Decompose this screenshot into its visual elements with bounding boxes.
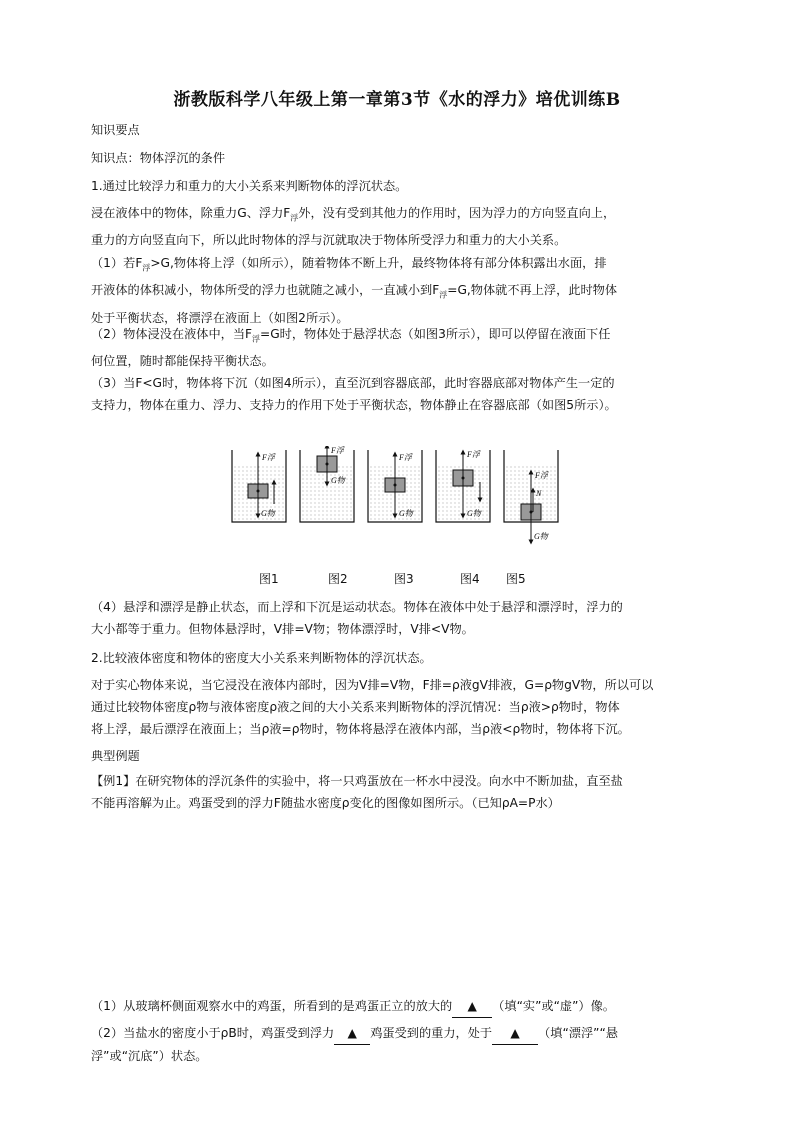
buoyancy-figures: [230, 446, 560, 546]
svg-text:F浮: F浮: [467, 450, 480, 459]
caption-fig1: 图1: [259, 572, 279, 586]
svg-text:G物: G物: [399, 509, 413, 518]
paragraph-suspend: （2）物体浸没在液体中，当$F_浮=G$时，物体处于悬浮状态（如图3所示），即可以停留在液面下任 何位置，随时都能保持平衡状态。: [91, 327, 611, 369]
paragraph-density: 对于实心物体来说，当它浸没在液体内部时，因为V排=V物，F排=ρ液gV排液，G=ρ物gV物，所以可以 通过比较物体密度ρ物与液体密度ρ液之间的大小关系来判断物体的浮沉情况：当ρ液>ρ物时，物体 将上浮，最后漂浮在液面上；当ρ液=ρ物时，物体将悬浮在液体内部，当ρ液<ρ物时，物体将下沉。: [91, 678, 654, 736]
page-title: 浙教版科学八年级上第一章第3节《水的浮力》培优训练B: [173, 90, 621, 110]
knowledge-point: 知识点：物体浮沉的条件: [91, 151, 226, 165]
svg-text:F浮: F浮: [535, 471, 548, 480]
caption-fig5: 图5: [506, 572, 526, 586]
section-knowledge: 知识要点: [91, 123, 140, 137]
answer-blank-1[interactable]: ▲: [452, 995, 492, 1018]
answer-blank-3[interactable]: ▲: [492, 1022, 538, 1045]
svg-text:F浮: F浮: [399, 453, 412, 462]
paragraph-forces: 浸在液体中的物体，除重力G、浮力$F_浮$外，没有受到其他力的作用时，因为浮力的方向竖直向上， 重力的方向竖直向下，所以此时物体的浮与沉就取决于物体所受浮力和重力的大小关系。: [91, 206, 616, 248]
answer-blank-2[interactable]: ▲: [334, 1022, 370, 1045]
figure-1: [232, 450, 286, 522]
paragraph-sink: （3）当F<G时，物体将下沉（如图4所示），直至沉到容器底部，此时容器底部对物体产生一定的 支持力，物体在重力、浮力、支持力的作用下处于平衡状态，物体静止在容器底部（如图5所示）。: [91, 376, 617, 412]
svg-text:N: N: [536, 489, 542, 498]
question-1: （1）从玻璃杯侧面观察水中的鸡蛋，所看到的是鸡蛋正立的放大的 ▲ （填“实”或“虚”）像。: [91, 995, 704, 1018]
question-2: （2）当盐水的密度小于ρB时，鸡蛋受到浮力 ▲ 鸡蛋受到的重力，处于 ▲ （填“漂浮”“悬 浮”或“沉底”）状态。: [91, 1022, 704, 1067]
caption-fig3: 图3: [394, 572, 414, 586]
svg-text:G物: G物: [467, 509, 481, 518]
figure-5: [504, 450, 558, 542]
svg-text:G物: G物: [261, 509, 275, 518]
svg-text:F浮: F浮: [262, 453, 275, 462]
figure-3: [368, 450, 422, 522]
caption-fig2: 图2: [328, 572, 348, 586]
figure-4: [436, 450, 490, 522]
svg-text:F浮: F浮: [331, 446, 344, 455]
section-examples: 典型例题: [91, 749, 140, 763]
caption-fig4: 图4: [460, 572, 480, 586]
svg-text:G物: G物: [331, 476, 345, 485]
point-2-heading: 2.比较液体密度和物体的密度大小关系来判断物体的浮沉状态。: [91, 651, 432, 665]
example-1: 【例1】在研究物体的浮沉条件的实验中，将一只鸡蛋放在一杯水中浸没。向水中不断加盐，直至盐 不能再溶解为止。鸡蛋受到的浮力F随盐水密度ρ变化的图像如图所示。（已知ρA=P水）: [91, 774, 623, 810]
paragraph-rise: （1）若$F_浮>G$,物体将上浮（如所示），随着物体不断上升，最终物体将有部分体积露出水面，排 开液体的体积减小，物体所受的浮力也就随之减小，一直减小到$F_浮=G$,物体就不再上浮，此时物体 处于平衡状态，将漂浮在液面上（如图2所示）。: [91, 256, 618, 325]
point-1-heading: 1.通过比较浮力和重力的大小关系来判断物体的浮沉状态。: [91, 179, 408, 193]
paragraph-states: （4）悬浮和漂浮是静止状态，而上浮和下沉是运动状态。物体在液体中处于悬浮和漂浮时，浮力的 大小都等于重力。但物体悬浮时，V排=V物；物体漂浮时，V排<V物。: [91, 600, 623, 636]
svg-text:G物: G物: [534, 532, 548, 541]
figure-2: [300, 446, 354, 522]
